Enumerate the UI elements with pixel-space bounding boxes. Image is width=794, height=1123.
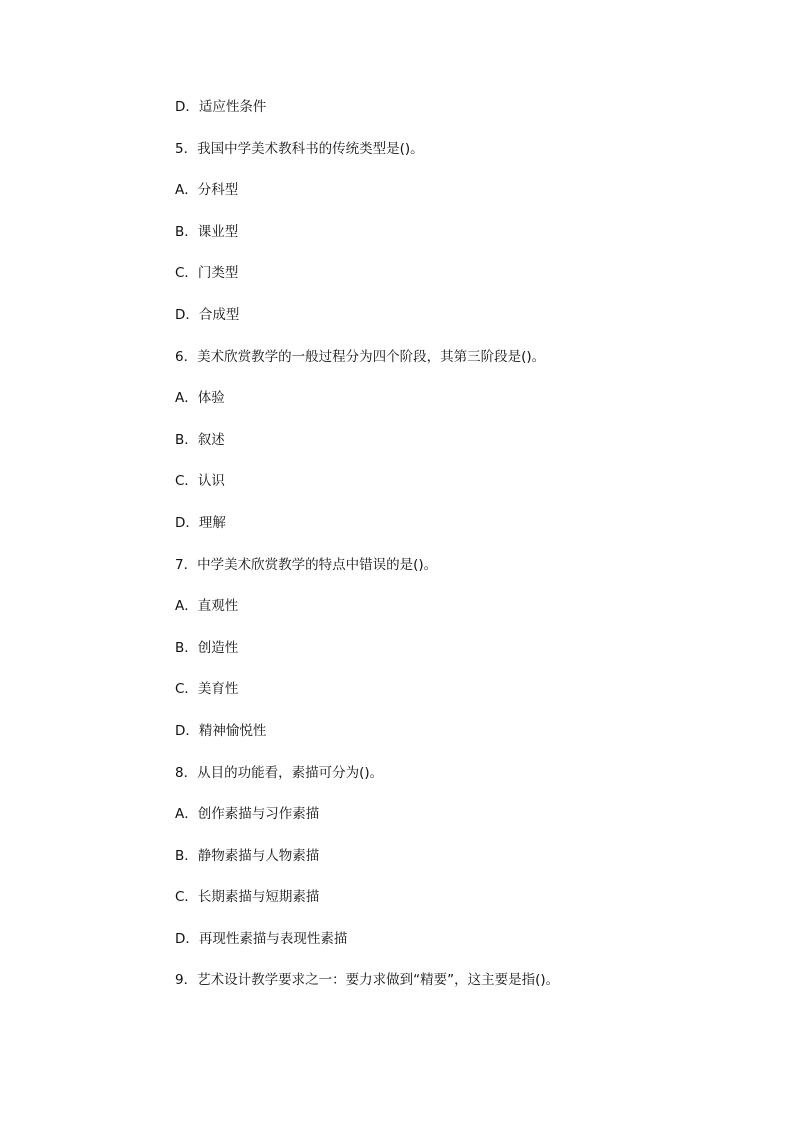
option-7b: B．创造性 [175,639,239,656]
option-6a: A．体验 [175,390,225,407]
option-5a: A．分科型 [175,182,239,199]
question-8: 8．从目的功能看，素描可分为()。 [175,764,384,781]
option-6d: D．理解 [175,514,226,531]
option-7d: D．精神愉悦性 [175,722,267,739]
option-7a: A．直观性 [175,598,239,615]
option-8b: B．静物素描与人物素描 [175,847,320,864]
question-6: 6．美术欣赏教学的一般过程分为四个阶段，其第三阶段是()。 [175,348,546,365]
option-5b: B．课业型 [175,223,239,240]
option-5d: D．合成型 [175,306,240,323]
question-9: 9．艺术设计教学要求之一：要力求做到“精要”，这主要是指()。 [175,972,560,989]
option-8c: C．长期素描与短期素描 [175,889,320,906]
option-7c: C．美育性 [175,681,239,698]
option-8d: D．再现性素描与表现性素描 [175,930,348,947]
question-text-block [175,96,735,1011]
option-6b: B．叙述 [175,431,225,448]
option-5c: C．门类型 [175,265,239,282]
option-4d: D．适应性条件 [175,99,267,115]
option-8a: A．创作素描与习作素描 [175,806,320,823]
question-5: 5．我国中学美术教科书的传统类型是()。 [175,140,424,157]
question-7: 7．中学美术欣赏教学的特点中错误的是()。 [175,556,438,573]
option-6c: C．认识 [175,473,225,490]
